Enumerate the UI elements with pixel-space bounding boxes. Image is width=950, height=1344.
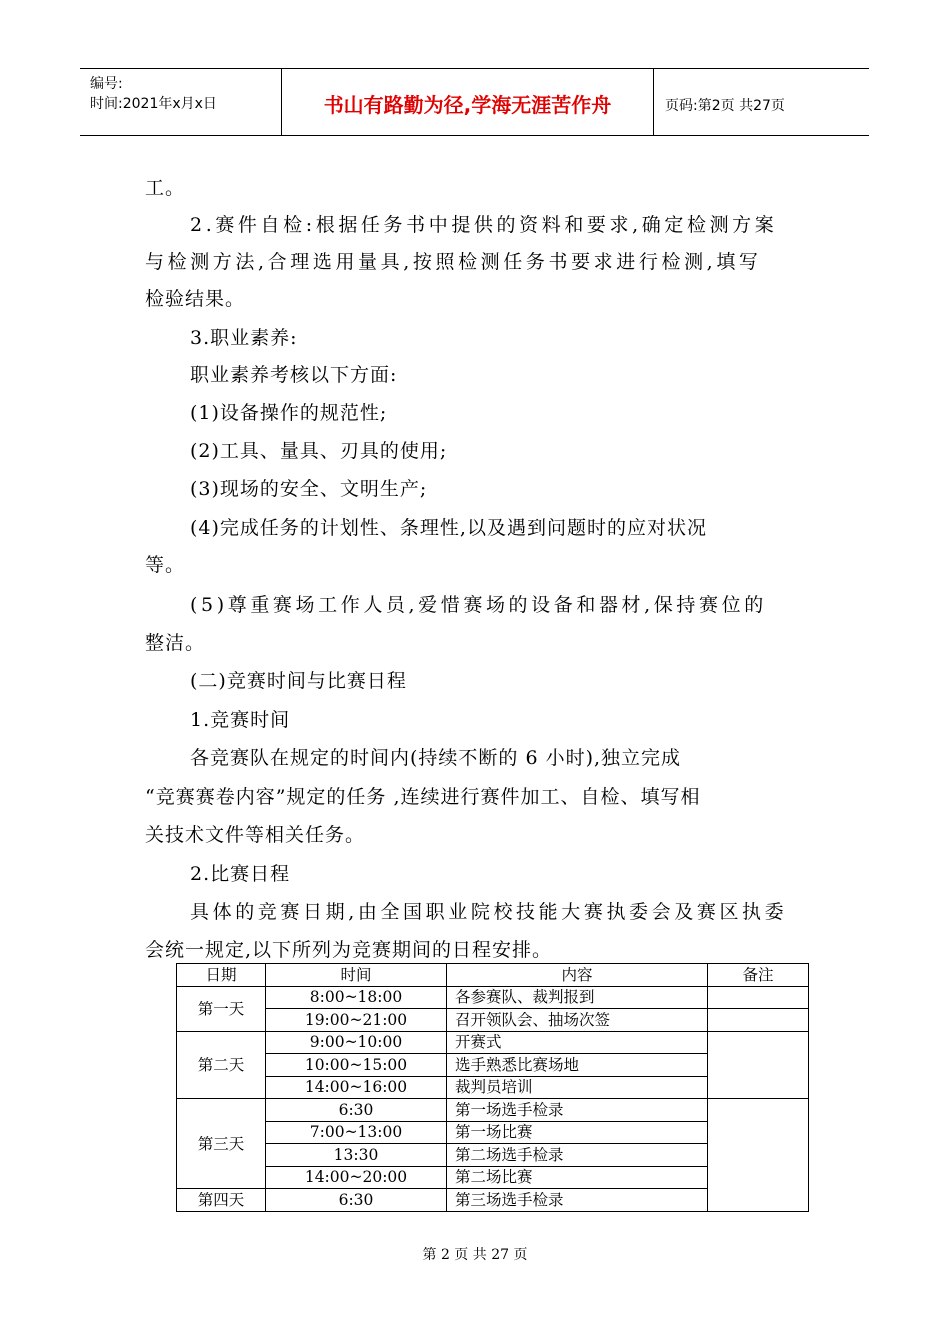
section-heading: 3.职业素养: — [190, 327, 298, 349]
list-item: (5)尊重赛场工作人员,爱惜赛场的设备和器材,保持赛位的 — [190, 594, 767, 616]
paragraph-line: 工。 — [145, 177, 186, 199]
note-cell — [708, 986, 809, 1009]
time-cell: 8:00~18:00 — [266, 986, 447, 1009]
paragraph-line: 检验结果。 — [145, 288, 246, 310]
list-item: (3)现场的安全、文明生产; — [190, 478, 428, 500]
day-cell: 第四天 — [177, 1189, 266, 1212]
paragraph-line: 具体的竞赛日期,由全国职业院校技能大赛执委会及赛区执委 — [190, 901, 788, 923]
paragraph-line: 会统一规定,以下所列为竞赛期间的日程安排。 — [145, 939, 553, 961]
section-heading: 1.竞赛时间 — [190, 709, 291, 731]
time-cell: 14:00~20:00 — [266, 1166, 447, 1189]
table-row — [177, 986, 809, 1009]
time-cell: 19:00~21:00 — [266, 1009, 447, 1032]
note-cell — [708, 1031, 809, 1099]
table-header-row — [177, 964, 809, 987]
time-cell: 9:00~10:00 — [266, 1031, 447, 1054]
page-footer: 第 2 页 共 27 页 — [422, 1247, 528, 1263]
doc-code-label: 编号: — [90, 76, 123, 92]
content-cell: 召开领队会、抽场次签 — [447, 1009, 708, 1032]
content-cell: 第一场比赛 — [447, 1121, 708, 1144]
list-item-cont: 等。 — [145, 554, 186, 576]
time-cell: 14:00~16:00 — [266, 1076, 447, 1099]
content-cell: 各参赛队、裁判报到 — [447, 986, 708, 1009]
paragraph-line: 各竞赛队在规定的时间内(持续不断的 6 小时),独立完成 — [190, 747, 682, 769]
schedule-table — [176, 963, 809, 1212]
paragraph-line: 与检测方法,合理选用量具,按照检测任务书要求进行检测,填写 — [145, 251, 762, 273]
table-row — [177, 1031, 809, 1054]
column-header: 备注 — [708, 964, 809, 987]
table-row — [177, 1099, 809, 1122]
column-header: 日期 — [177, 964, 266, 987]
column-header: 时间 — [266, 964, 447, 987]
paragraph-line: 关技术文件等相关任务。 — [145, 824, 366, 846]
day-cell: 第一天 — [177, 986, 266, 1031]
time-cell: 10:00~15:00 — [266, 1054, 447, 1077]
paragraph-line: “竞赛赛卷内容”规定的任务 ,连续进行赛件加工、自检、填写相 — [145, 786, 701, 808]
doc-time-label: 时间:2021年x月x日 — [90, 96, 217, 112]
page-header — [80, 68, 869, 136]
list-item: (4)完成任务的计划性、条理性,以及遇到问题时的应对状况 — [190, 517, 707, 539]
time-cell: 7:00~13:00 — [266, 1121, 447, 1144]
content-cell: 第二场选手检录 — [447, 1144, 708, 1167]
column-header: 内容 — [447, 964, 708, 987]
list-item-cont: 整洁。 — [145, 632, 206, 654]
day-cell: 第三天 — [177, 1099, 266, 1189]
section-heading: 2.比赛日程 — [190, 863, 291, 885]
list-item: (2)工具、量具、刃具的使用; — [190, 440, 448, 462]
day-cell: 第二天 — [177, 1031, 266, 1099]
content-cell: 第一场选手检录 — [447, 1099, 708, 1122]
time-cell: 6:30 — [266, 1189, 447, 1212]
paragraph-line: 2.赛件自检:根据任务书中提供的资料和要求,确定检测方案 — [190, 214, 778, 236]
header-page-info: 页码:第2页 共27页 — [665, 98, 785, 114]
list-item: (1)设备操作的规范性; — [190, 402, 388, 424]
paragraph-line: 职业素养考核以下方面: — [190, 364, 398, 386]
content-cell: 第二场比赛 — [447, 1166, 708, 1189]
content-cell: 裁判员培训 — [447, 1076, 708, 1099]
note-cell — [708, 1009, 809, 1032]
header-motto: 书山有路勤为径,学海无涯苦作舟 — [323, 93, 612, 117]
section-heading: (二)竞赛时间与比赛日程 — [190, 670, 407, 692]
table-row — [177, 1009, 809, 1032]
content-cell: 选手熟悉比赛场地 — [447, 1054, 708, 1077]
time-cell: 13:30 — [266, 1144, 447, 1167]
content-cell: 第三场选手检录 — [447, 1189, 708, 1212]
header-divider — [653, 69, 654, 135]
content-cell: 开赛式 — [447, 1031, 708, 1054]
note-cell — [708, 1099, 809, 1212]
time-cell: 6:30 — [266, 1099, 447, 1122]
